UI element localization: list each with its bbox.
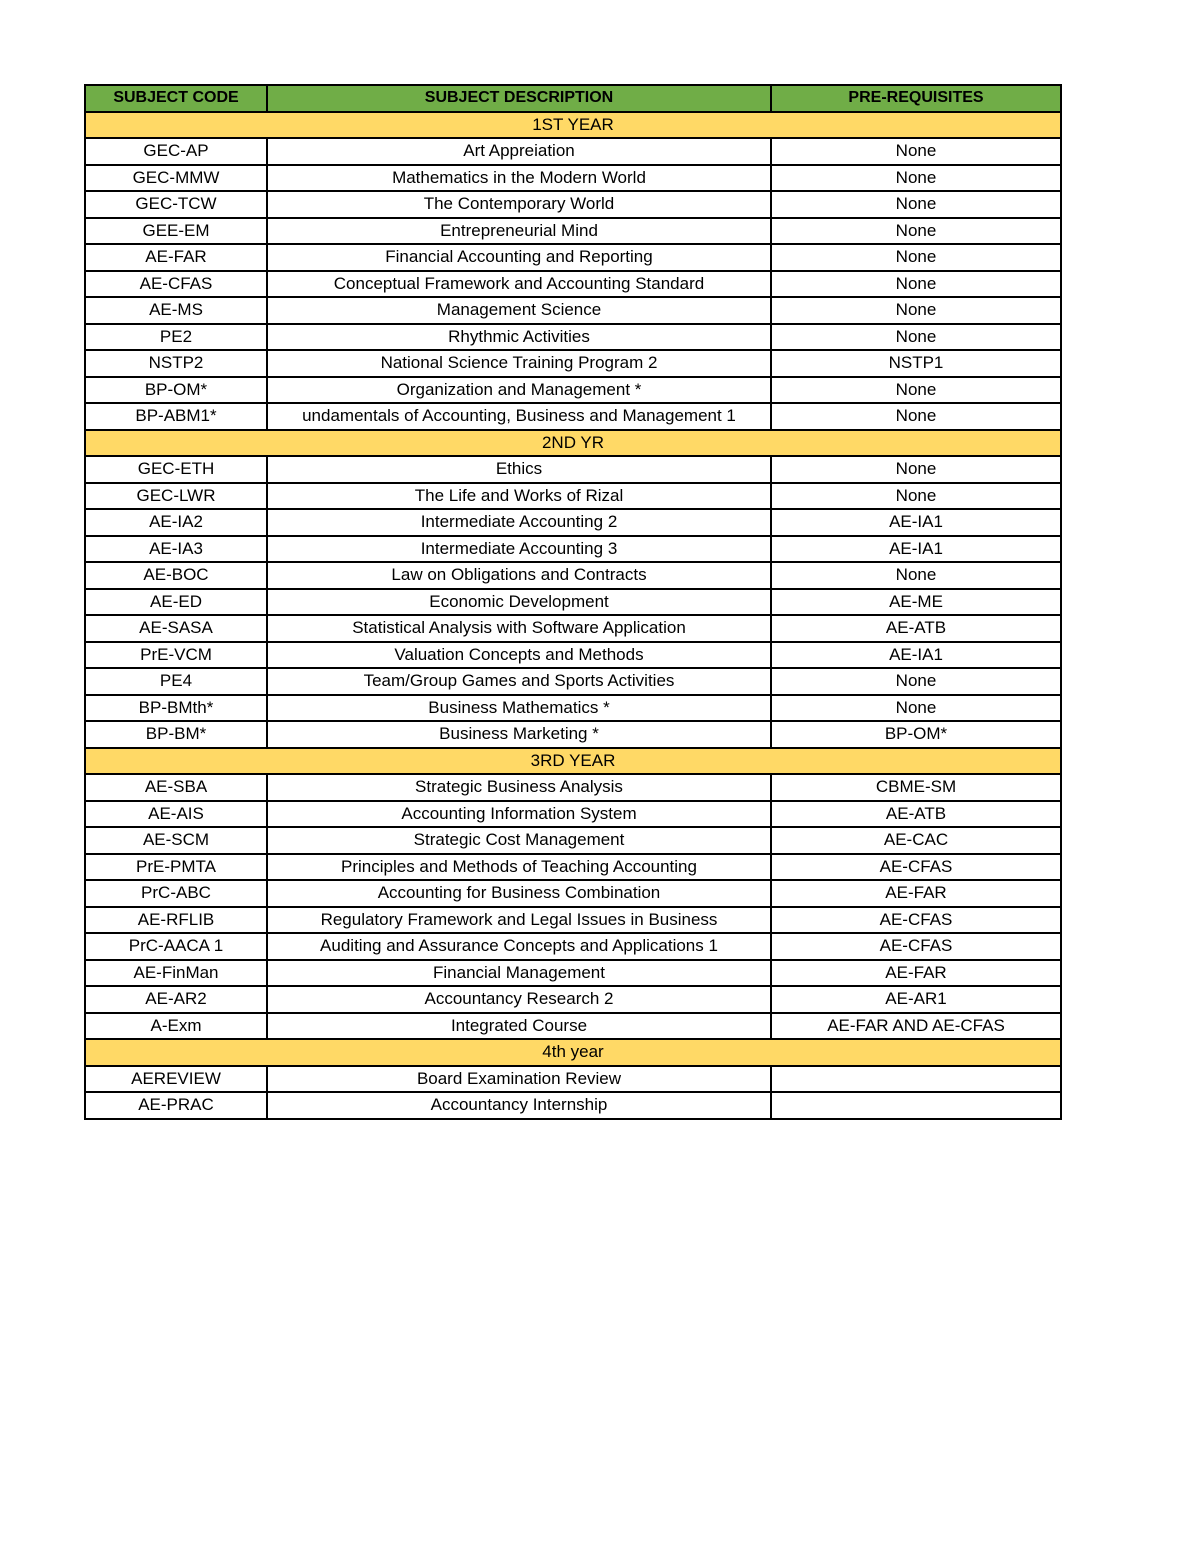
year-heading: 1ST YEAR (85, 112, 1061, 139)
cell-description: National Science Training Program 2 (267, 350, 771, 377)
table-row (85, 350, 1061, 377)
cell-description: Valuation Concepts and Methods (267, 642, 771, 669)
year-row (85, 748, 1061, 775)
cell-prerequisites: None (771, 377, 1061, 404)
cell-prerequisites: None (771, 218, 1061, 245)
cell-description: Rhythmic Activities (267, 324, 771, 351)
cell-description: Accounting Information System (267, 801, 771, 828)
cell-code: AE-PRAC (85, 1092, 267, 1119)
cell-code: AE-CFAS (85, 271, 267, 298)
cell-prerequisites: AE-FAR (771, 880, 1061, 907)
table-row (85, 324, 1061, 351)
header-row (85, 85, 1061, 112)
cell-description: undamentals of Accounting, Business and Management 1 (267, 403, 771, 430)
table-row (85, 218, 1061, 245)
table-row (85, 695, 1061, 722)
cell-prerequisites: AE-FAR AND AE-CFAS (771, 1013, 1061, 1040)
table-row (85, 907, 1061, 934)
table-row (85, 1013, 1061, 1040)
table-row (85, 774, 1061, 801)
cell-code: GEC-MMW (85, 165, 267, 192)
cell-code: AE-SBA (85, 774, 267, 801)
table-row (85, 960, 1061, 987)
cell-prerequisites: None (771, 324, 1061, 351)
cell-prerequisites: None (771, 165, 1061, 192)
cell-code: AE-SCM (85, 827, 267, 854)
cell-prerequisites (771, 1066, 1061, 1093)
cell-description: Regulatory Framework and Legal Issues in Business (267, 907, 771, 934)
table-row (85, 986, 1061, 1013)
cell-prerequisites: AE-ATB (771, 615, 1061, 642)
cell-code: AE-RFLIB (85, 907, 267, 934)
cell-description: Statistical Analysis with Software Application (267, 615, 771, 642)
cell-description: Business Marketing * (267, 721, 771, 748)
cell-prerequisites: None (771, 695, 1061, 722)
table-row (85, 483, 1061, 510)
cell-description: Accounting for Business Combination (267, 880, 771, 907)
header-pre-requisites: PRE-REQUISITES (771, 85, 1061, 112)
cell-code: PrE-VCM (85, 642, 267, 669)
table-row (85, 801, 1061, 828)
cell-code: PrC-ABC (85, 880, 267, 907)
cell-code: AE-AR2 (85, 986, 267, 1013)
cell-prerequisites: AE-IA1 (771, 509, 1061, 536)
cell-prerequisites: None (771, 244, 1061, 271)
cell-code: AE-MS (85, 297, 267, 324)
cell-description: The Life and Works of Rizal (267, 483, 771, 510)
table-row (85, 271, 1061, 298)
cell-prerequisites: AE-FAR (771, 960, 1061, 987)
year-heading: 2ND YR (85, 430, 1061, 457)
cell-prerequisites: AE-CFAS (771, 854, 1061, 881)
cell-code: AE-ED (85, 589, 267, 616)
cell-prerequisites: AE-CFAS (771, 907, 1061, 934)
cell-prerequisites: AE-AR1 (771, 986, 1061, 1013)
cell-code: GEC-LWR (85, 483, 267, 510)
cell-description: Strategic Cost Management (267, 827, 771, 854)
table-row (85, 827, 1061, 854)
cell-code: AE-IA2 (85, 509, 267, 536)
table-row (85, 536, 1061, 563)
cell-prerequisites: None (771, 403, 1061, 430)
table-row (85, 642, 1061, 669)
cell-description: Ethics (267, 456, 771, 483)
cell-description: Conceptual Framework and Accounting Standard (267, 271, 771, 298)
cell-prerequisites: AE-ATB (771, 801, 1061, 828)
cell-description: Law on Obligations and Contracts (267, 562, 771, 589)
cell-prerequisites: None (771, 191, 1061, 218)
cell-prerequisites: CBME-SM (771, 774, 1061, 801)
cell-code: AE-FinMan (85, 960, 267, 987)
cell-code: GEC-ETH (85, 456, 267, 483)
cell-prerequisites: AE-IA1 (771, 642, 1061, 669)
header-subject-code: SUBJECT CODE (85, 85, 267, 112)
cell-description: Auditing and Assurance Concepts and Applications 1 (267, 933, 771, 960)
table-row (85, 933, 1061, 960)
cell-code: GEC-AP (85, 138, 267, 165)
cell-description: Entrepreneurial Mind (267, 218, 771, 245)
cell-code: AE-AIS (85, 801, 267, 828)
table-row (85, 562, 1061, 589)
cell-prerequisites: None (771, 271, 1061, 298)
cell-prerequisites: AE-CFAS (771, 933, 1061, 960)
cell-code: NSTP2 (85, 350, 267, 377)
table-row (85, 509, 1061, 536)
table-row (85, 668, 1061, 695)
cell-description: Management Science (267, 297, 771, 324)
cell-description: Organization and Management * (267, 377, 771, 404)
cell-description: Intermediate Accounting 2 (267, 509, 771, 536)
cell-code: PrE-PMTA (85, 854, 267, 881)
cell-description: Principles and Methods of Teaching Accounting (267, 854, 771, 881)
cell-description: Integrated Course (267, 1013, 771, 1040)
cell-code: PrC-AACA 1 (85, 933, 267, 960)
cell-code: BP-OM* (85, 377, 267, 404)
table-row (85, 854, 1061, 881)
cell-prerequisites: AE-ME (771, 589, 1061, 616)
header-subject-description: SUBJECT DESCRIPTION (267, 85, 771, 112)
cell-code: BP-BMth* (85, 695, 267, 722)
cell-code: A-Exm (85, 1013, 267, 1040)
cell-code: PE4 (85, 668, 267, 695)
cell-description: Economic Development (267, 589, 771, 616)
year-row (85, 1039, 1061, 1066)
cell-description: Mathematics in the Modern World (267, 165, 771, 192)
cell-prerequisites: None (771, 138, 1061, 165)
table-row (85, 377, 1061, 404)
table-row (85, 880, 1061, 907)
cell-description: Team/Group Games and Sports Activities (267, 668, 771, 695)
table-row (85, 721, 1061, 748)
cell-code: AE-SASA (85, 615, 267, 642)
cell-prerequisites: None (771, 483, 1061, 510)
cell-description: Financial Accounting and Reporting (267, 244, 771, 271)
cell-description: The Contemporary World (267, 191, 771, 218)
year-row (85, 430, 1061, 457)
cell-code: AEREVIEW (85, 1066, 267, 1093)
cell-description: Accountancy Internship (267, 1092, 771, 1119)
table-row (85, 615, 1061, 642)
cell-prerequisites: BP-OM* (771, 721, 1061, 748)
table-body (85, 112, 1061, 1119)
cell-description: Financial Management (267, 960, 771, 987)
year-row (85, 112, 1061, 139)
cell-prerequisites (771, 1092, 1061, 1119)
cell-code: AE-FAR (85, 244, 267, 271)
table-row (85, 138, 1061, 165)
cell-code: BP-BM* (85, 721, 267, 748)
cell-prerequisites: None (771, 456, 1061, 483)
cell-prerequisites: AE-IA1 (771, 536, 1061, 563)
table-row (85, 297, 1061, 324)
cell-code: GEE-EM (85, 218, 267, 245)
table-row (85, 191, 1061, 218)
cell-prerequisites: None (771, 297, 1061, 324)
cell-prerequisites: NSTP1 (771, 350, 1061, 377)
cell-description: Business Mathematics * (267, 695, 771, 722)
cell-prerequisites: None (771, 562, 1061, 589)
table-row (85, 1092, 1061, 1119)
cell-code: AE-IA3 (85, 536, 267, 563)
cell-code: GEC-TCW (85, 191, 267, 218)
cell-description: Art Appreiation (267, 138, 771, 165)
table-row (85, 456, 1061, 483)
cell-code: AE-BOC (85, 562, 267, 589)
table-row (85, 244, 1061, 271)
cell-description: Strategic Business Analysis (267, 774, 771, 801)
cell-prerequisites: AE-CAC (771, 827, 1061, 854)
cell-code: PE2 (85, 324, 267, 351)
cell-code: BP-ABM1* (85, 403, 267, 430)
table-row (85, 589, 1061, 616)
cell-description: Accountancy Research 2 (267, 986, 771, 1013)
year-heading: 4th year (85, 1039, 1061, 1066)
table-row (85, 165, 1061, 192)
table-row (85, 403, 1061, 430)
year-heading: 3RD YEAR (85, 748, 1061, 775)
cell-description: Intermediate Accounting 3 (267, 536, 771, 563)
table-row (85, 1066, 1061, 1093)
curriculum-table (84, 84, 1062, 1120)
cell-prerequisites: None (771, 668, 1061, 695)
cell-description: Board Examination Review (267, 1066, 771, 1093)
